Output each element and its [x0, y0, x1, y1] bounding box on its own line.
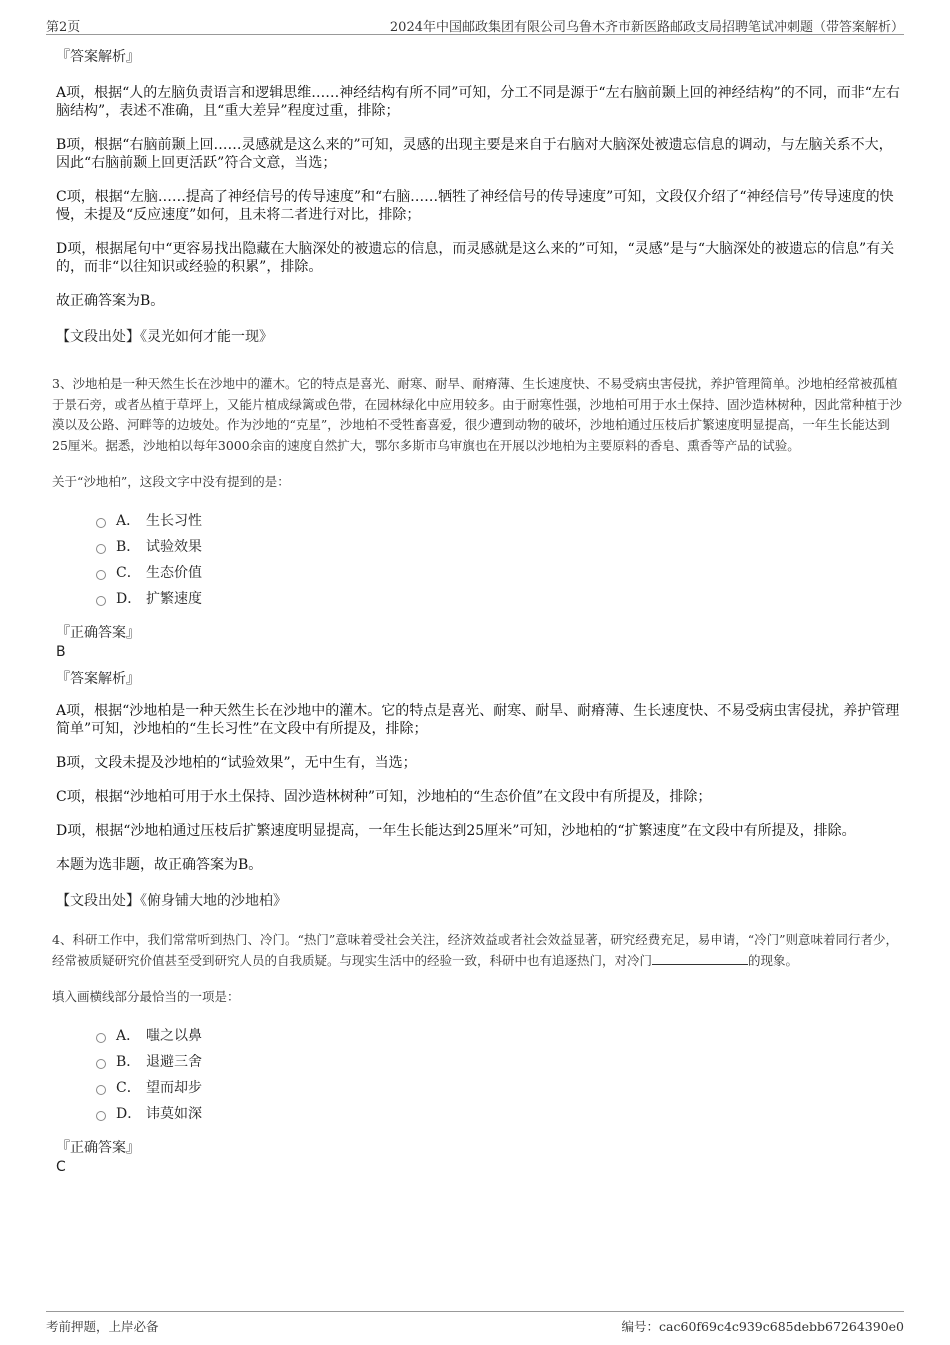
- option-text: 生态价值: [146, 565, 202, 581]
- option-letter: C．: [116, 565, 141, 581]
- passage-source: 【文段出处】《灵光如何才能一现》: [56, 329, 273, 345]
- analysis-d: D项，根据尾句中“更容易找出隐藏在大脑深处的被遗忘的信息，而灵感就是这么来的”可知，“灵感”是与“大脑深处的被遗忘的信息”有关的，而非“以往知识或经验的积累”，排除。: [56, 241, 895, 275]
- main-content: [52, 46, 902, 1183]
- correct-answer-value: C: [56, 1159, 66, 1175]
- analysis-c: C项，根据“左脑……提高了神经信号的传导速度”和“右脑……牺牲了神经信号的传导速度”可知，文段仅介绍了“神经信号”传导速度的快慢，未提及“反应速度”如何，且未将二者进行对比，排除；: [56, 189, 894, 223]
- analysis-b: B项，根据“右脑前颞上回……灵感就是这么来的”可知，灵感的出现主要是来自于右脑对大脑深处被遗忘信息的调动，与左脑关系不大，因此“右脑前颞上回更活跃”符合文意，当选；: [56, 137, 893, 171]
- option-d[interactable]: [96, 1101, 902, 1127]
- question-4: [52, 930, 902, 1175]
- option-text: 扩繁速度: [146, 591, 202, 607]
- analysis-title: 『答案解析』: [56, 49, 140, 65]
- question-prompt: 关于“沙地柏”，这段文字中没有提到的是：: [52, 474, 290, 489]
- passage-source: 【文段出处】《俯身铺大地的沙地柏》: [56, 893, 287, 909]
- radio-icon[interactable]: [96, 1085, 106, 1095]
- question-stem: [52, 930, 902, 971]
- analysis-d: D项，根据“沙地柏通过压枝后扩繁速度明显提高，一年生长能达到25厘米”可知，沙地柏的“扩繁速度”在文段中有所提及，排除。: [56, 823, 856, 839]
- analysis-c: C项，根据“沙地柏可用于水土保持、固沙造林树种”可知，沙地柏的“生态价值”在文段中有所提及，排除；: [56, 789, 712, 805]
- radio-icon[interactable]: [96, 570, 106, 580]
- analysis-title: 『答案解析』: [56, 671, 140, 687]
- page-number: 第2页: [46, 20, 81, 35]
- document-title: 2024年中国邮政集团有限公司乌鲁木齐市新医路邮政支局招聘笔试冲刺题（带答案解析）: [389, 20, 904, 35]
- analysis-a: A项，根据“沙地柏是一种天然生长在沙地中的灌木。它的特点是喜光、耐寒、耐旱、耐瘠薄、生长速度快、不易受病虫害侵扰，养护管理简单”可知，沙地柏的“生长习性”在文段中有所提及，排除；: [56, 703, 900, 737]
- option-text: 嗤之以鼻: [146, 1028, 202, 1044]
- radio-icon[interactable]: [96, 1033, 106, 1043]
- option-text: 退避三舍: [146, 1054, 202, 1070]
- option-text: 讳莫如深: [146, 1106, 202, 1122]
- option-text: 望而却步: [146, 1080, 202, 1096]
- radio-icon[interactable]: [96, 518, 106, 528]
- correct-answer-label: 『正确答案』: [56, 625, 140, 641]
- radio-icon[interactable]: [96, 596, 106, 606]
- radio-icon[interactable]: [96, 1111, 106, 1121]
- option-c[interactable]: [96, 1075, 902, 1101]
- option-b[interactable]: [96, 534, 902, 560]
- option-letter: A．: [116, 1028, 141, 1044]
- document-id: 编号：cac60f69c4c939c685debb67264390e0: [621, 1319, 904, 1334]
- correct-answer-label: 『正确答案』: [56, 1140, 140, 1156]
- option-b[interactable]: [96, 1049, 902, 1075]
- option-letter: A．: [116, 513, 141, 529]
- fill-in-blank: [652, 952, 748, 965]
- page-header: [46, 14, 904, 35]
- option-letter: B．: [116, 1054, 141, 1070]
- option-text: 试验效果: [146, 539, 202, 555]
- question-stem-before: 4、科研工作中，我们常常听到热门、冷门。“热门”意味着受社会关注，经济效益或者社会效益显著，研究经费充足，易申请，“冷门”则意味着同行者少，经常被质疑研究价值甚至受到研究人员的自我质疑。与现实生活中的经验一致，科研中也有追逐热门，对冷门: [52, 932, 899, 968]
- option-d[interactable]: [96, 586, 902, 612]
- option-c[interactable]: [96, 560, 902, 586]
- question-stem: 3、沙地柏是一种天然生长在沙地中的灌木。它的特点是喜光、耐寒、耐旱、耐瘠薄、生长速度快、不易受病虫害侵扰，养护管理简单。沙地柏经常被孤植于景石旁，或者丛植于草坪上，又能片植成绿篱或色带，在园林绿化中应用较多。由于耐寒性强，沙地柏可用于水土保持、固沙造林树种，因此常种植于沙漠以及公路、河畔等的边坡处。作为沙地的“克星”，沙地柏不受牲畜喜爱，很少遭到动物的破坏，沙地柏通过压枝后扩繁速度明显提高，一年生长能达到25厘米。据悉，沙地柏以每年3000余亩的速度自然扩大，鄂尔多斯市乌审旗也在开展以沙地柏为主要原料的香皂、熏香等产品的试验。: [52, 376, 903, 453]
- question-3: [52, 374, 902, 910]
- analysis-conclusion: 故正确答案为B。: [56, 293, 165, 309]
- footer-slogan: 考前押题，上岸必备: [46, 1319, 159, 1334]
- option-letter: C．: [116, 1080, 141, 1096]
- question-prompt: 填入画横线部分最恰当的一项是：: [52, 989, 240, 1004]
- option-letter: D．: [116, 591, 142, 607]
- option-letter: B．: [116, 539, 141, 555]
- analysis-b: B项，文段未提及沙地柏的“试验效果”，无中生有，当选；: [56, 755, 417, 771]
- option-a[interactable]: [96, 508, 902, 534]
- radio-icon[interactable]: [96, 544, 106, 554]
- page-footer: [46, 1311, 904, 1336]
- radio-icon[interactable]: [96, 1059, 106, 1069]
- q2-analysis-section: [52, 46, 902, 346]
- correct-answer-value: B: [56, 644, 66, 660]
- analysis-a: A项，根据“人的左脑负责语言和逻辑思维……神经结构有所不同”可知，分工不同是源于“左右脑前颞上回的神经结构”的不同，而非“左右脑结构”，表述不准确，且“重大差异”程度过重，排除；: [56, 85, 900, 119]
- option-letter: D．: [116, 1106, 142, 1122]
- option-text: 生长习性: [146, 513, 202, 529]
- option-a[interactable]: [96, 1023, 902, 1049]
- question-stem-after: 的现象。: [748, 952, 799, 968]
- option-list: [96, 508, 902, 612]
- option-list: [96, 1023, 902, 1127]
- analysis-conclusion: 本题为选非题，故正确答案为B。: [56, 857, 263, 873]
